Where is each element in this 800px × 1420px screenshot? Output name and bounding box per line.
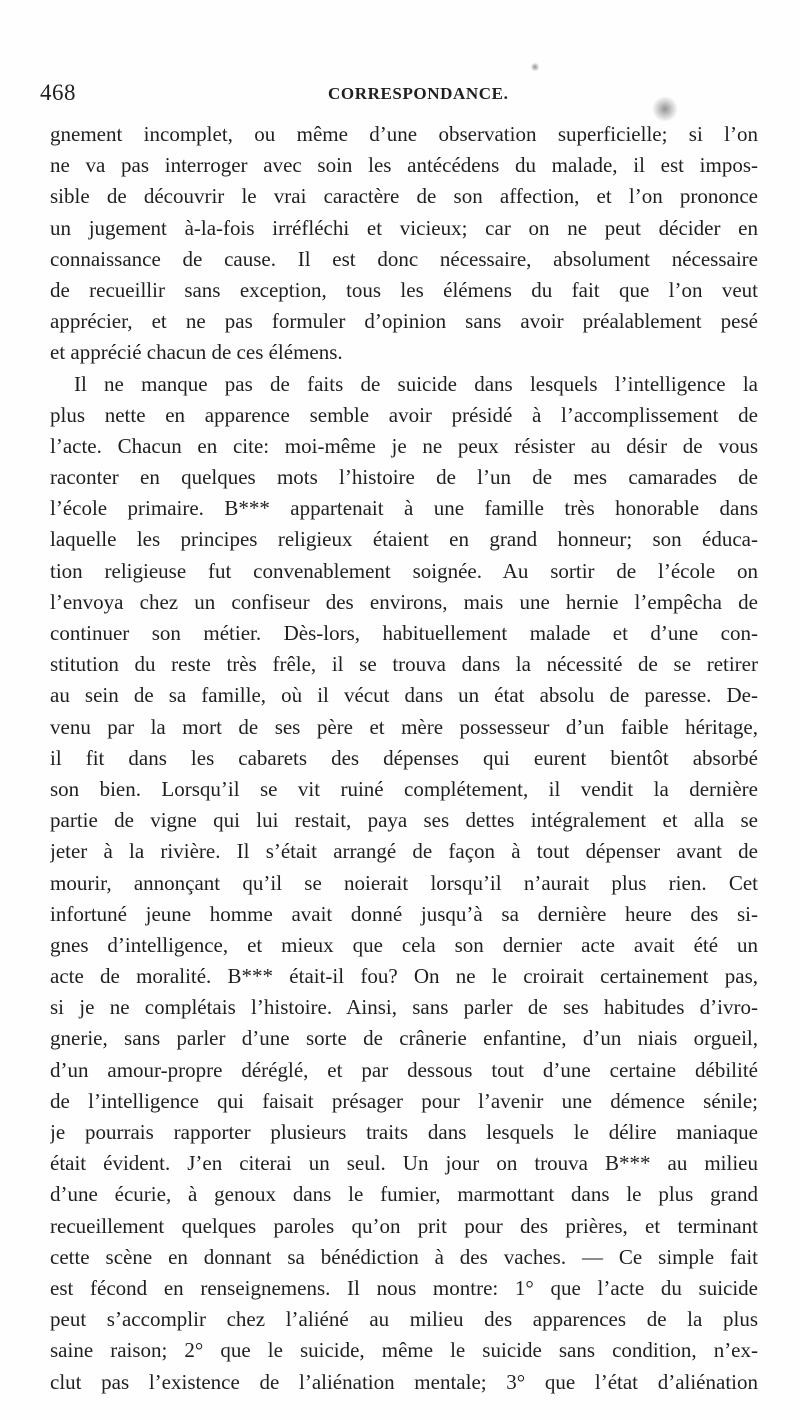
text-line: je pourrais rapporter plusieurs traits dans lesquels le délire maniaque — [50, 1120, 758, 1144]
text-line: tion religieuse fut convenablement soignée. Au sortir de l’école on — [50, 558, 758, 583]
text-line: était évident. J’en citerai un seul. Un jour on trouva B*** au milieu — [50, 1151, 758, 1176]
text-line: au sein de sa famille, où il vécut dans un état absolu de paresse. De- — [50, 683, 758, 708]
text-line: si je ne complétais l’histoire. Ainsi, sans parler de ses habitudes d’ivro- — [50, 995, 758, 1020]
running-head: CORRESPONDANCE. — [328, 84, 509, 103]
text-line: plus nette en apparence semble avoir présidé à l’accomplissement de — [50, 402, 758, 427]
text-line: acte de moralité. B*** était-il fou? On ne le croirait certainement pas, — [50, 964, 758, 989]
text-line: un jugement à-la-fois irréfléchi et vicieux; car on ne peut décider en — [50, 215, 758, 240]
text-line: continuer son métier. Dès-lors, habituellement malade et d’une con- — [50, 621, 758, 645]
text-line: connaissance de cause. Il est donc nécessaire, absolument nécessaire — [50, 246, 758, 271]
text-line: clut pas l’existence de l’aliénation mentale; 3° que l’état d’aliénation — [50, 1369, 758, 1394]
text-line: gnes d’intelligence, et mieux que cela son dernier acte avait été un — [50, 932, 758, 957]
text-line: l’acte. Chacun en cite: moi-même je ne peux résister au désir de vous — [50, 433, 758, 458]
text-line: infortuné jeune homme avait donné jusqu’à sa dernière heure des si- — [50, 901, 758, 926]
text-line: apprécier, et ne pas formuler d’opinion sans avoir préalablement pesé — [50, 309, 758, 334]
text-line: venu par la mort de ses père et mère possesseur d’un faible héritage, — [50, 714, 758, 739]
body-text — [50, 119, 758, 1398]
text-line: ne va pas interroger avec soin les antécédens du malade, il est impos- — [50, 153, 758, 178]
text-line: partie de vigne qui lui restait, paya ses dettes intégralement et alla se — [50, 808, 758, 833]
text-line: de recueillir sans exception, tous les élémens du fait que l’on veut — [50, 277, 758, 302]
text-line: jeter à la rivière. Il s’était arrangé de façon à tout dépenser avant de — [50, 839, 758, 864]
text-line: laquelle les principes religieux étaient en grand honneur; son éduca- — [50, 527, 758, 552]
text-line: peut s’accomplir chez l’aliéné au milieu des apparences de la plus — [50, 1307, 758, 1332]
text-line: cette scène en donnant sa bénédiction à des vaches. — Ce simple fait — [50, 1244, 758, 1269]
paragraph-start-line: Il ne manque pas de faits de suicide dans lesquels l’intelligence la — [74, 371, 758, 396]
text-line: stitution du reste très frêle, il se trouva dans la nécessité de se retirer — [50, 652, 758, 677]
text-line: d’une écurie, à genoux dans le fumier, marmottant dans le plus grand — [50, 1182, 758, 1207]
paragraph-end-line: et apprécié chacun de ces élémens. — [50, 340, 343, 365]
text-line: d’un amour-propre déréglé, et par dessous tout d’une certaine débilité — [50, 1057, 758, 1082]
text-line: mourir, annonçant qu’il se noierait lorsqu’il n’aurait plus rien. Cet — [50, 870, 758, 895]
text-line: est fécond en renseignemens. Il nous montre: 1° que l’acte du suicide — [50, 1275, 758, 1300]
text-line: raconter en quelques mots l’histoire de l’un de mes camarades de — [50, 465, 758, 490]
text-line: il fit dans les cabarets des dépenses qui eurent bientôt absorbé — [50, 745, 758, 770]
text-line: saine raison; 2° que le suicide, même le suicide sans condition, n’ex- — [50, 1338, 758, 1363]
page-header — [40, 80, 760, 110]
text-line: sible de découvrir le vrai caractère de son affection, et l’on prononce — [50, 184, 758, 209]
text-line: gnement incomplet, ou même d’une observation superficielle; si l’on — [50, 122, 758, 146]
text-line: l’école primaire. B*** appartenait à une famille très honorable dans — [50, 496, 758, 521]
page-number: 468 — [40, 80, 76, 105]
text-line: l’envoya chez un confiseur des environs, mais une hernie l’empêcha de — [50, 589, 758, 614]
ink-speck — [531, 62, 539, 72]
text-line: gnerie, sans parler d’une sorte de crânerie enfantine, d’un niais orgueil, — [50, 1026, 758, 1051]
text-line: de l’intelligence qui faisait présager pour l’avenir une démence sénile; — [50, 1088, 758, 1113]
text-line: son bien. Lorsqu’il se vit ruiné complétement, il vendit la dernière — [50, 776, 758, 801]
text-line: recueillement quelques paroles qu’on prit pour des prières, et terminant — [50, 1213, 758, 1238]
